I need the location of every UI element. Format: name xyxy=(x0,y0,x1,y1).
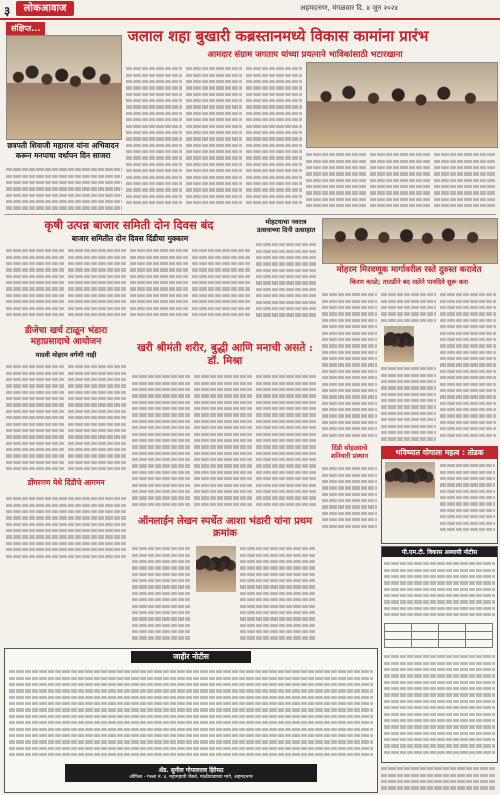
shivaji-photo xyxy=(6,35,122,140)
public-notice-body xyxy=(5,665,377,764)
shivaji-body xyxy=(6,165,122,210)
main-col-6 xyxy=(434,150,496,210)
wealth-col-3 xyxy=(256,372,316,512)
dateline: अहमदनगर, मंगळवार दि. ४ जून २०२४ xyxy=(300,4,399,12)
main-col-3 xyxy=(246,64,302,209)
essay-col-2 xyxy=(240,544,316,644)
pmt-notice-body-2 xyxy=(382,650,497,764)
road-photo xyxy=(322,218,498,264)
advocate-office: ऑफिस - गल्ला नं. ४, महामहावी चेंबर्स, माळीवाडाच्या मागे, अहमदनगर xyxy=(129,775,253,780)
dj-col-2 xyxy=(68,362,126,474)
market-col-1 xyxy=(6,246,64,321)
main-col-5 xyxy=(370,150,430,210)
devotion-body xyxy=(256,240,316,320)
essay-headline: ऑनलाईन लेखन स्पर्धेत आशा भंडारी यांना प्रथम क्रमांक xyxy=(137,516,313,539)
main-col-2 xyxy=(186,64,242,209)
dindi-headline: दिंडी सोहळ्याचे शनिवारी प्रस्थान xyxy=(330,444,369,460)
pmt-notice-body xyxy=(382,557,497,621)
portrait-photo xyxy=(384,326,414,362)
market-col-4 xyxy=(192,246,250,321)
market-col-2 xyxy=(68,246,126,321)
public-notice xyxy=(4,648,378,793)
page-number: ३ xyxy=(4,4,11,18)
road-col-4 xyxy=(322,322,377,442)
advocate-box xyxy=(65,764,317,782)
road-col-5 xyxy=(381,364,436,442)
yoga-body xyxy=(438,459,497,541)
devotion-headline: मोहटयाचा नवरात्र उत्सवाच्या दिनी उत्साहात xyxy=(256,218,316,234)
section-label: संक्षिप्त... xyxy=(6,22,45,35)
dongargan-body xyxy=(6,494,126,560)
signature-block xyxy=(381,764,496,792)
asha-photo xyxy=(196,546,236,592)
masthead-logo: लोकआवाज xyxy=(16,1,74,16)
road-col-1 xyxy=(322,290,377,322)
main-col-4 xyxy=(306,150,366,210)
pmt-notice-table xyxy=(384,623,493,648)
main-subhead: आमदार संग्राम जगताप यांच्या प्रयत्नाने भाविकांसाठी भटारखाना xyxy=(207,50,403,60)
dj-subhead: यादवी मोहरम वर्गणी नाही xyxy=(35,351,97,359)
public-notice-heading: जाहीर नोटीस xyxy=(131,651,251,663)
road-col-2 xyxy=(381,290,436,322)
wealth-headline: खरी श्रीमंती शरीर, बुद्धी आणि मनाची असते : डॉ. मिश्रा xyxy=(137,342,313,367)
essay-col-1 xyxy=(132,544,190,644)
page-header xyxy=(0,0,500,20)
market-subhead: बाजार समितीत दोन दिवस दिंडीचा मुक्काम xyxy=(71,234,189,243)
dongargan-headline: डोंगरगण येथे दिंडीचे आगमन xyxy=(27,478,105,487)
yoga-photo xyxy=(385,462,435,498)
road-col-3 xyxy=(440,290,496,322)
advocate-name: ॲड. सुनील गोपालराव हिरेमठ xyxy=(158,767,224,774)
dindi-body xyxy=(322,464,377,534)
main-headline: जलाल शहा बुखारी कब्रस्तानमध्ये विकास कामांना प्रारंभ xyxy=(127,27,429,45)
road-subhead: किरण काळे; तातडीने बद रस्तेने पावदिवे सुरू करा xyxy=(349,278,469,286)
yoga-box xyxy=(381,446,498,544)
road-col-6 xyxy=(440,322,496,442)
yoga-headline: भविष्यात योगाला महत्व : तोडक xyxy=(382,447,497,459)
wealth-col-2 xyxy=(194,372,252,512)
market-headline: कृषी उत्पन्न बाजार समिती दोन दिवस बंद xyxy=(44,218,214,232)
shivaji-headline: छत्रपती शिवाजी महाराज यांना अभिवादन करून मनपाचा वर्धापन दिन साजरा xyxy=(7,141,119,160)
main-col-1 xyxy=(126,64,182,209)
dj-col-1 xyxy=(6,362,64,474)
wealth-col-1 xyxy=(132,372,190,512)
dj-headline: डीजेचा खर्च टाळून भंडारा महाप्रसादाचे आयोजन xyxy=(24,326,108,347)
market-col-3 xyxy=(130,246,188,321)
road-headline: मोहरम मिरवणूक मार्गावरील रस्ते दुरुस्त करावेत xyxy=(336,265,482,275)
divider-1 xyxy=(4,214,496,215)
pmt-notice xyxy=(381,546,498,763)
pmt-notice-heading: पी.एम.टी. विकास अस्थायी नोटीस xyxy=(382,547,497,557)
kabrastan-photo xyxy=(306,62,498,148)
